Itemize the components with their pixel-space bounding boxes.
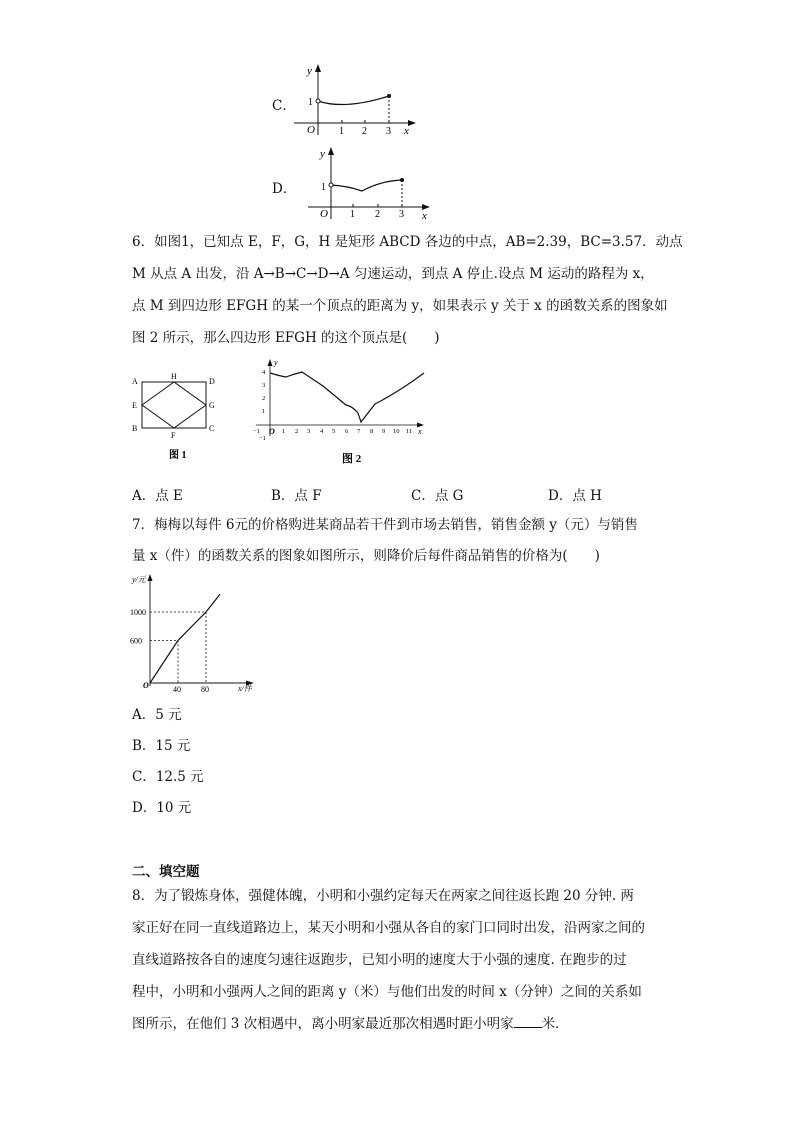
q8-line-3: 直线道路按各自的速度匀速往返跑步，已知小明的速度大于小强的速度. 在跑步的过 — [132, 952, 627, 968]
x-tick-label-80: 80 — [201, 685, 209, 694]
x-tick-6: 6 — [345, 428, 349, 435]
q5-option-c-graph — [290, 60, 420, 138]
y-tick-2: 2 — [262, 395, 266, 402]
q6-option-b[interactable]: B．点 F — [271, 488, 322, 504]
q8-line-5 — [132, 1014, 569, 1034]
q6-option-a[interactable]: A．点 E — [132, 488, 183, 504]
q5-option-d-label[interactable]: D． — [272, 181, 297, 197]
y-axis-label: y/元 — [132, 575, 146, 584]
q7-line-1: 7．梅梅以每件 6元的价格购进某商品若干件到市场去销售，销售金额 y（元）与销售 — [132, 517, 638, 533]
curve — [331, 180, 402, 191]
q8-line-5-text: 图所示，在他们 3 次相遇中，离小明家最近那次相遇时距小明家 — [132, 1016, 514, 1032]
q7-option-b[interactable]: B．15 元 — [132, 738, 191, 754]
q6-line-1: 6．如图1，已知点 E，F，G，H 是矩形 ABCD 各边的中点，AB=2.39，BC=3.57．动点 — [132, 234, 683, 250]
x-tick-2: 2 — [375, 209, 380, 220]
q7-option-a[interactable]: A．5 元 — [132, 707, 182, 723]
q6-option-c[interactable]: C．点 G — [411, 488, 464, 504]
x-tick-2: 2 — [295, 428, 299, 435]
y-axis-label: y — [307, 65, 312, 77]
x-tick-3: 3 — [399, 209, 404, 220]
x-tick-9: 9 — [382, 428, 386, 435]
y-tick-label-600: 600 — [130, 636, 142, 646]
sales-line — [150, 594, 220, 683]
q6-figure-1 — [128, 372, 218, 464]
distance-curve — [270, 372, 424, 422]
point-b-label: B — [132, 424, 138, 433]
q7-sales-chart — [126, 570, 262, 694]
q7-line-2: 量 x（件）的函数关系的图象如图所示，则降价后每件商品销售的价格为( ) — [132, 548, 600, 564]
x-tick-11: 11 — [406, 428, 413, 435]
x-tick-5: 5 — [332, 428, 336, 435]
x-axis-label: x/件 — [238, 684, 252, 693]
x-tick-2: 2 — [362, 126, 367, 137]
x-tick-4: 4 — [320, 428, 324, 435]
x-tick-7: 7 — [357, 428, 361, 435]
q6-option-d[interactable]: D．点 H — [548, 488, 602, 504]
x-tick-1: 1 — [339, 126, 344, 137]
point-c-label: C — [209, 424, 215, 433]
q8-line-4: 程中，小明和小强两人之间的距离 y（米）与他们出发的时间 x（分钟）之间的关系如 — [132, 984, 642, 1000]
y-tick-4: 4 — [262, 369, 266, 376]
y-axis-label: y — [274, 358, 278, 367]
figure-1-caption: 图 1 — [169, 450, 187, 461]
open-endpoint — [316, 99, 320, 103]
y-tick-3: 3 — [262, 382, 266, 389]
rectangle-abcd — [142, 382, 206, 428]
y-tick-1: 1 — [308, 97, 313, 108]
point-d-label: D — [209, 377, 215, 386]
x-axis-label: x — [418, 427, 422, 436]
origin-label: O — [269, 427, 275, 436]
curve — [318, 96, 389, 105]
y-axis-label: y — [320, 148, 325, 160]
x-tick-3: 3 — [386, 126, 391, 137]
open-endpoint — [329, 183, 333, 187]
q5-option-c-label[interactable]: C． — [272, 98, 296, 114]
q5-option-d-graph — [300, 143, 436, 223]
point-h-label: H — [171, 372, 177, 381]
x-axis-label: x — [404, 125, 409, 137]
q6-line-3: 点 M 到四边形 EFGH 的某一个顶点的距离为 y，如果表示 y 关于 x 的函数关系的图象如 — [132, 298, 668, 314]
q6-figure-2 — [250, 356, 430, 468]
y-tick-neg1: −1 — [259, 435, 266, 442]
x-tick-10: 10 — [393, 428, 400, 435]
q6-line-4: 图 2 所示，那么四边形 EFGH 的这个顶点是( ) — [132, 330, 440, 346]
answer-blank[interactable] — [514, 1015, 542, 1028]
figure-2-caption: 图 2 — [342, 453, 362, 465]
quadrilateral-efgh — [142, 382, 206, 428]
q8-line-5-tail: 米． — [541, 1016, 569, 1032]
point-f-label: F — [171, 431, 176, 440]
q7-option-c[interactable]: C．12.5 元 — [132, 769, 204, 785]
origin-label: O — [320, 208, 328, 220]
x-tick-1: 1 — [350, 209, 355, 220]
point-e-label: E — [132, 401, 137, 410]
origin-label: O — [307, 124, 315, 136]
origin-label: O — [143, 681, 149, 690]
q8-line-1: 8．为了锻炼身体，强健体魄，小明和小强约定每天在两家之间往返长跑 20 分钟. 两 — [132, 888, 634, 904]
x-tick-neg1: −1 — [253, 428, 260, 435]
x-tick-8: 8 — [370, 428, 374, 435]
q7-option-d[interactable]: D．10 元 — [132, 800, 192, 816]
y-tick-label-1000: 1000 — [130, 608, 146, 617]
q8-line-2: 家正好在同一直线道路边上，某天小明和小强从各自的家门口同时出发，沿两家之间的 — [132, 920, 645, 936]
section-2-heading: 二、填空题 — [132, 864, 200, 880]
y-tick-1: 1 — [262, 408, 266, 415]
y-tick-1: 1 — [321, 182, 326, 193]
point-g-label: G — [209, 401, 215, 410]
x-axis-label: x — [422, 210, 427, 222]
q6-line-2: M 从点 A 出发，沿 A→B→C→D→A 匀速运动，到点 A 停止.设点 M 运动的路程为 x， — [132, 266, 654, 282]
x-tick-1: 1 — [282, 428, 286, 435]
x-tick-3: 3 — [307, 428, 311, 435]
x-tick-label-40: 40 — [173, 685, 181, 694]
point-a-label: A — [132, 377, 138, 386]
